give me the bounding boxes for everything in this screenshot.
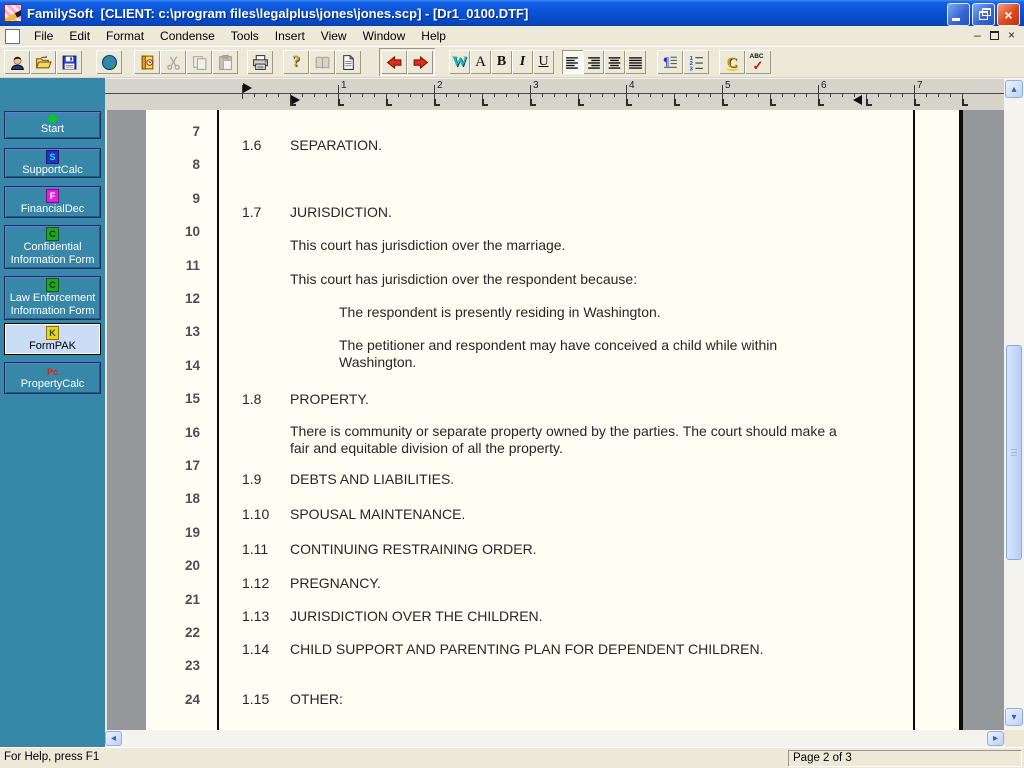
bold-button[interactable]: [491, 50, 512, 74]
help-icon: ?: [292, 53, 300, 70]
tab-stop-marker[interactable]: [338, 99, 344, 106]
paragraph-line: SEPARATION.: [290, 137, 383, 153]
ruler-tick: [722, 85, 723, 99]
next-form-icon: [411, 53, 429, 71]
paragraph-number: 1.8: [242, 390, 262, 407]
mdi-restore-button[interactable]: [986, 27, 1003, 43]
paragraph-line: This court has jurisdiction over the respondent because:: [290, 270, 638, 287]
sidebar-item-law-enforcement-information-form[interactable]: [4, 276, 101, 320]
toolbar: [0, 46, 1024, 78]
right-indent-marker[interactable]: [853, 95, 862, 105]
tab-stop-marker[interactable]: [434, 99, 440, 106]
formpak-sidebar: [0, 78, 105, 747]
mdi-close-button[interactable]: ×: [1007, 28, 1015, 42]
ruler-tick: [506, 93, 507, 97]
ruler-tick: [890, 93, 891, 97]
pleading-left-rule: [217, 110, 219, 730]
menu-item-tools[interactable]: Tools: [230, 29, 259, 43]
start-icon: [48, 114, 57, 123]
ruler-number: 2: [437, 80, 443, 91]
paragraph-text: [290, 541, 537, 558]
numbered-list-icon: [687, 53, 705, 71]
paragraph-text: [290, 237, 565, 254]
ruler-tick: [518, 93, 519, 97]
ruler-tick: [554, 93, 555, 97]
paragraph-number: 1.15: [242, 691, 270, 708]
sidebar-item-supportcalc[interactable]: [4, 148, 101, 178]
cut-button: [160, 50, 186, 74]
font-button[interactable]: [470, 50, 491, 74]
cut-icon: [164, 53, 182, 71]
app-icon: [4, 4, 22, 22]
ruler-tick: [758, 93, 759, 97]
line-number: 11: [185, 257, 200, 273]
sidebar-item-label: Confidential: [23, 241, 82, 253]
document-page[interactable]: [146, 110, 963, 730]
ruler-tick: [242, 85, 243, 99]
paragraph-text: [290, 471, 454, 488]
paragraph-line: fair and equitable division of all the property.: [290, 439, 563, 456]
formpak-icon: K: [46, 326, 59, 340]
paragraph-text: [290, 575, 381, 592]
align-left-button[interactable]: [562, 50, 583, 74]
ruler-number: 6: [821, 80, 827, 91]
scroll-up-button[interactable]: ▴: [1005, 80, 1023, 98]
sidebar-item-formpak[interactable]: [4, 323, 101, 355]
restore-button[interactable]: [972, 3, 995, 26]
save-button[interactable]: [56, 50, 82, 74]
sidebar-item-label: Information Form: [10, 305, 95, 317]
law-enforcement-information-form-icon: C: [46, 278, 59, 292]
ruler-tick: [638, 93, 639, 97]
tab-stop-marker[interactable]: [386, 99, 392, 106]
sidebar-item-label: FinancialDec: [20, 202, 85, 215]
align-right-button[interactable]: [583, 50, 604, 74]
svg-text:¶: ¶: [662, 54, 669, 68]
italic-button[interactable]: [512, 50, 533, 74]
tab-stop-marker[interactable]: [962, 99, 968, 106]
condense-icon: C: [726, 54, 738, 71]
ruler-number: 4: [629, 80, 635, 91]
ruler-tick: [446, 93, 447, 97]
close-button[interactable]: ×: [997, 3, 1020, 26]
ruler-tick: [602, 93, 603, 97]
ruler-number: 5: [725, 80, 731, 91]
ruler-tick: [254, 93, 255, 97]
paragraph-text: [290, 271, 637, 288]
ruler-tick: [566, 93, 567, 97]
paragraph-line: OTHER:: [290, 691, 343, 708]
supportcalc-icon: S: [46, 150, 59, 164]
ruler: [105, 78, 1004, 110]
status-help-text: For Help, press F1: [4, 751, 100, 763]
menu-item-format[interactable]: Format: [106, 29, 145, 43]
document-icon: [339, 53, 357, 71]
confidential-information-form-icon: C: [46, 227, 59, 241]
line-number: 13: [184, 324, 200, 340]
tab-stop-marker[interactable]: [722, 99, 728, 106]
line-number: 7: [192, 124, 200, 139]
sidebar-item-label: PropertyCalc: [20, 377, 85, 390]
line-number: 16: [184, 424, 200, 440]
window-title: FamilySoft [CLIENT: c:\program files\legalplus\jones\jones.scp] - [Dr1_0100.DTF]: [27, 5, 529, 21]
spellcheck-icon: ABC ✓: [749, 52, 764, 73]
font-icon: A: [475, 53, 486, 70]
scroll-down-button[interactable]: ▾: [1005, 708, 1023, 726]
paragraph-number: 1.9: [242, 471, 262, 487]
help-button[interactable]: [283, 50, 309, 74]
tab-stop-marker[interactable]: [626, 99, 632, 106]
ruler-tick: [806, 93, 807, 97]
ruler-tick: [374, 93, 375, 97]
line-number: 20: [184, 558, 200, 574]
ruler-tick: [938, 93, 939, 97]
indent-paragraph-icon: [661, 53, 679, 71]
paragraph-line: PREGNANCY.: [290, 574, 381, 591]
menu-item-edit[interactable]: Edit: [69, 29, 91, 43]
menu-bar: [0, 26, 1024, 46]
paragraph-line: CONTINUING RESTRAINING ORDER.: [290, 541, 537, 558]
book-button: [309, 50, 335, 74]
align-justify-icon: [627, 53, 645, 71]
line-number: 23: [184, 658, 200, 674]
ruler-tick: [422, 93, 423, 97]
sidebar-item-label: FormPAK: [29, 339, 76, 352]
paragraph-line: The petitioner and respondent may have conceived a child while within: [339, 337, 778, 354]
ruler-tick: [878, 93, 879, 97]
horizontal-scrollbar[interactable]: [105, 730, 1004, 747]
align-right-icon: [585, 53, 603, 71]
paragraph-line: CHILD SUPPORT AND PARENTING PLAN FOR DEPENDENT CHILDREN.: [290, 641, 764, 658]
minimize-button[interactable]: [947, 3, 970, 26]
line-number: 18: [184, 491, 200, 507]
mdi-minimize-button[interactable]: –: [974, 28, 981, 42]
ruler-tick: [314, 93, 315, 97]
menu-item-window[interactable]: Window: [362, 29, 406, 43]
tab-stop-marker[interactable]: [914, 99, 920, 106]
save-icon: [60, 53, 78, 71]
svg-text:1: 1: [689, 55, 693, 62]
sidebar-item-label: Information Form: [10, 254, 95, 266]
tab-stop-marker[interactable]: [290, 99, 296, 106]
ruler-tick: [350, 93, 351, 97]
svg-text:3: 3: [689, 65, 693, 71]
scrollbar-corner: [1004, 730, 1024, 747]
restore-icon: [979, 11, 988, 20]
paragraph-line: JURISDICTION.: [290, 203, 392, 220]
scroll-right-button[interactable]: ▸: [987, 731, 1004, 746]
ruler-number: 7: [917, 80, 923, 91]
book-icon: [313, 53, 331, 71]
open-file-icon: [34, 53, 52, 71]
ruler-tick: [734, 93, 735, 97]
client-journal-button[interactable]: [134, 50, 160, 74]
sidebar-item-confidential-information-form[interactable]: [4, 225, 101, 269]
paragraph-text: [290, 423, 837, 457]
minimize-icon: [952, 18, 960, 21]
paragraph-line: JURISDICTION OVER THE CHILDREN.: [290, 607, 543, 624]
paragraph-text: [290, 506, 465, 523]
vertical-scrollbar[interactable]: [1004, 78, 1024, 730]
ruler-tick: [362, 93, 363, 97]
paragraph-number: 1.6: [242, 137, 262, 153]
tab-stop-marker[interactable]: [578, 99, 584, 106]
ruler-tick: [326, 93, 327, 97]
paragraph-line: There is community or separate property owned by the parties. The court should make a: [290, 422, 837, 439]
line-number: 12: [184, 291, 200, 306]
paragraph-number: 1.14: [242, 641, 270, 658]
paragraph-number: 1.12: [242, 574, 270, 591]
copy-button: [186, 50, 212, 74]
menu-item-insert[interactable]: Insert: [274, 29, 305, 43]
underline-icon: U: [538, 54, 549, 69]
paragraph-number: 1.7: [242, 203, 262, 220]
sidebar-item-propertycalc[interactable]: [4, 362, 101, 394]
status-bar: [0, 747, 1024, 768]
line-number: 22: [184, 625, 200, 640]
align-center-icon: [606, 53, 624, 71]
ruler-tick: [530, 85, 531, 99]
ruler-tick: [854, 93, 855, 97]
prev-form-icon: [385, 53, 403, 71]
paragraph-text: [339, 337, 777, 371]
tab-stop-marker[interactable]: [482, 99, 488, 106]
sidebar-item-financialdec[interactable]: [4, 186, 101, 218]
menu-item-file[interactable]: File: [34, 29, 54, 43]
svg-text:2: 2: [689, 60, 693, 67]
open-file-button[interactable]: [30, 50, 56, 74]
paragraph-text: [290, 204, 392, 221]
ruler-tick: [410, 93, 411, 97]
line-number: 19: [184, 524, 200, 540]
sidebar-item-start[interactable]: [4, 111, 101, 139]
paragraph-line: PROPERTY.: [290, 390, 369, 407]
ruler-tick: [278, 93, 279, 97]
paragraph-text: [290, 641, 764, 658]
ruler-tick: [542, 93, 543, 97]
copy-icon: [190, 53, 208, 71]
sidebar-item-label: Start: [40, 123, 65, 135]
ruler-tick: [902, 93, 903, 97]
ruler-tick: [914, 85, 915, 99]
print-button[interactable]: [247, 50, 273, 74]
document-viewport: [105, 110, 1004, 730]
line-number: 8: [192, 157, 200, 173]
menu-item-help[interactable]: Help: [421, 29, 446, 43]
line-number: 17: [184, 458, 200, 473]
client-icon: [8, 53, 26, 71]
ruler-number: 1: [341, 80, 347, 91]
ruler-tick: [302, 93, 303, 97]
ruler-tick: [710, 93, 711, 97]
spellcheck-button[interactable]: [745, 50, 771, 74]
ruler-tick: [818, 85, 819, 99]
paragraph-line: DEBTS AND LIABILITIES.: [290, 471, 455, 487]
ruler-tick: [626, 85, 627, 99]
ruler-tick: [494, 93, 495, 97]
internet-icon: [100, 53, 118, 71]
document-button[interactable]: [335, 50, 361, 74]
paragraph-line: This court has jurisdiction over the marriage.: [290, 237, 566, 254]
line-number: 10: [184, 224, 200, 240]
menu-item-view[interactable]: View: [320, 29, 347, 43]
title-bar: [0, 0, 1024, 26]
paragraph-line: SPOUSAL MAINTENANCE.: [290, 506, 466, 523]
ruler-tick: [458, 93, 459, 97]
print-icon: [251, 53, 269, 71]
sidebar-item-label: Law Enforcement: [9, 292, 96, 304]
paste-button: [212, 50, 238, 74]
ruler-tick: [266, 93, 267, 97]
indent-paragraph-button[interactable]: [657, 50, 683, 74]
paragraph-line: The respondent is presently residing in Washington.: [339, 304, 661, 320]
ruler-tick: [950, 93, 951, 97]
mdi-restore-icon: [990, 31, 999, 40]
ruler-tick: [686, 93, 687, 97]
vertical-scroll-thumb[interactable]: [1006, 345, 1022, 560]
wordperfect-button[interactable]: [449, 50, 470, 74]
ruler-tick: [698, 93, 699, 97]
ruler-tick: [662, 93, 663, 97]
align-left-icon: [564, 53, 582, 71]
paragraph-number: 1.11: [242, 541, 269, 558]
ruler-tick: [830, 93, 831, 97]
ruler-tick: [614, 93, 615, 97]
tab-stop-marker[interactable]: [866, 99, 872, 106]
align-justify-button[interactable]: [625, 50, 646, 74]
line-number: 9: [192, 190, 200, 206]
italic-icon: I: [519, 54, 526, 69]
scroll-left-button[interactable]: ◂: [105, 731, 122, 746]
ruler-tick: [398, 93, 399, 97]
pleading-right-rule: [913, 110, 915, 730]
ruler-tick: [746, 93, 747, 97]
menu-item-condense[interactable]: Condense: [160, 29, 215, 43]
prev-form-button[interactable]: [381, 50, 407, 74]
client-button[interactable]: [4, 50, 30, 74]
client-journal-icon: [138, 53, 156, 71]
paragraph-text: [339, 304, 661, 321]
first-line-indent-marker[interactable]: [243, 83, 252, 93]
wordperfect-icon: W: [452, 53, 467, 70]
tab-stop-marker[interactable]: [674, 99, 680, 106]
ruler-tick: [470, 93, 471, 97]
ruler-tick: [926, 93, 927, 97]
line-number: 15: [184, 391, 200, 407]
paragraph-number: 1.13: [242, 607, 270, 624]
next-form-button[interactable]: [407, 50, 433, 74]
bold-icon: B: [496, 54, 507, 69]
ruler-tick: [782, 93, 783, 97]
ruler-tick: [434, 85, 435, 99]
line-number: 24: [184, 691, 200, 707]
tab-stop-marker[interactable]: [818, 99, 824, 106]
paragraph-text: [290, 608, 543, 625]
financialdec-icon: F: [46, 189, 59, 203]
tab-stop-marker[interactable]: [770, 99, 776, 106]
paragraph-line: Washington.: [339, 354, 417, 371]
ruler-tick: [338, 85, 339, 99]
paragraph-text: [290, 137, 382, 154]
condense-button[interactable]: [719, 50, 745, 74]
underline-button[interactable]: [533, 50, 554, 74]
page-indicator: Page 2 of 3: [788, 750, 1022, 767]
document-window-icon[interactable]: [5, 29, 20, 44]
propertycalc-icon: Pc: [46, 366, 58, 377]
ruler-number: 3: [533, 80, 539, 91]
ruler-tick: [842, 93, 843, 97]
line-number: 14: [184, 357, 200, 373]
numbered-list-button[interactable]: [683, 50, 709, 74]
tab-stop-marker[interactable]: [530, 99, 536, 106]
ruler-tick: [650, 93, 651, 97]
paragraph-number: 1.10: [242, 506, 270, 523]
ruler-tick: [794, 93, 795, 97]
sidebar-item-label: SupportCalc: [22, 163, 83, 176]
align-center-button[interactable]: [604, 50, 625, 74]
paragraph-text: [290, 391, 369, 408]
ruler-tick: [590, 93, 591, 97]
line-number: 21: [184, 591, 200, 607]
paste-icon: [216, 53, 234, 71]
paragraph-text: [290, 691, 343, 708]
internet-button[interactable]: [96, 50, 122, 74]
